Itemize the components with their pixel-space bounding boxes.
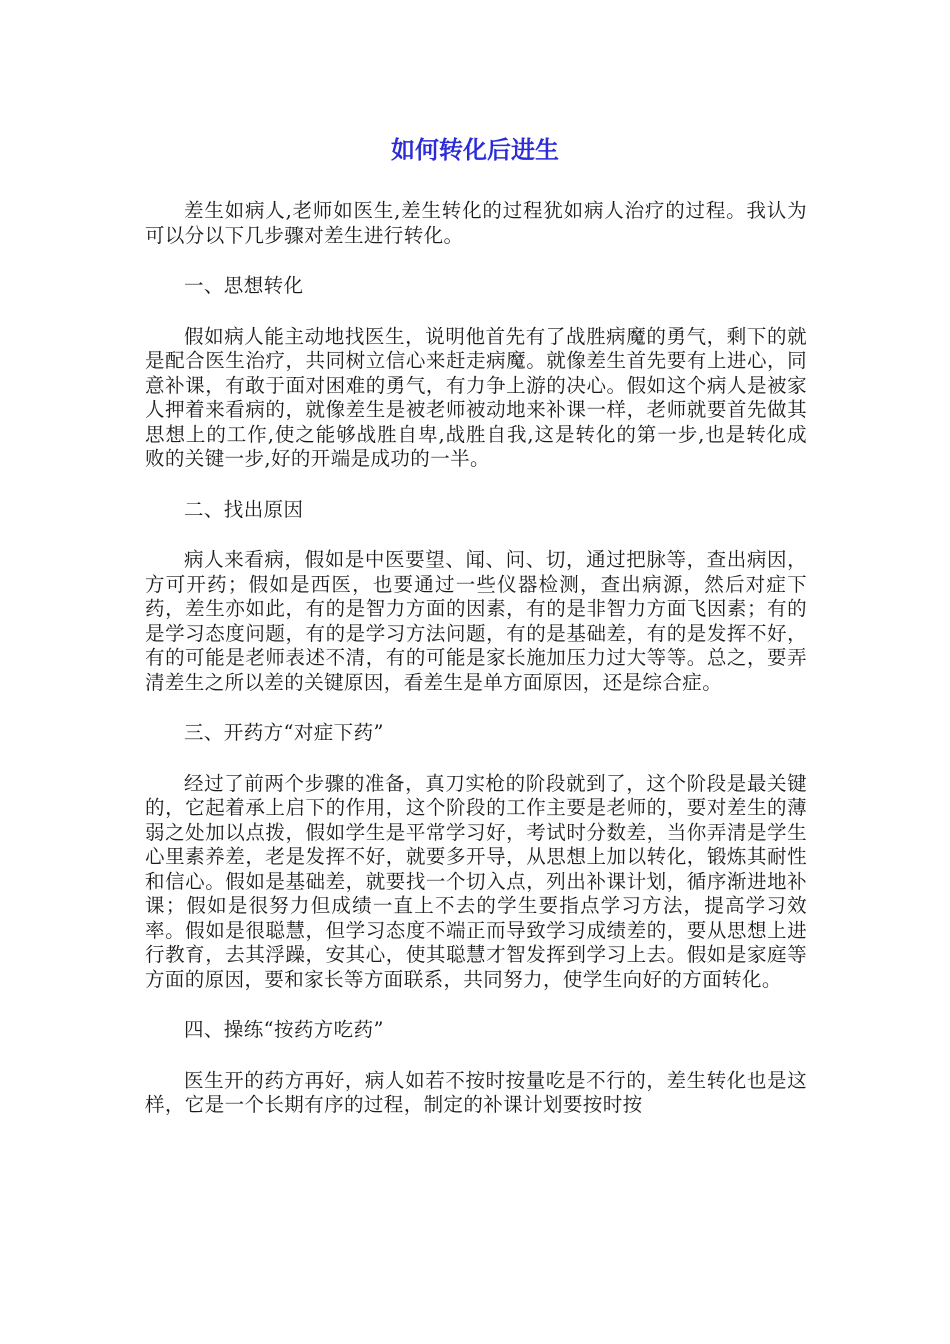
- document-title: 如何转化后进生: [391, 136, 559, 164]
- section-heading-3: 三、开药方“对症下药”: [184, 721, 384, 744]
- section-heading-4: 四、操练“按药方吃药”: [184, 1018, 384, 1041]
- section-paragraph-3: 经过了前两个步骤的准备，真刀实枪的阶段就到了，这个阶段是最关键的，它起着承上启下的作用，这个阶段的工作主要是老师的，要对差生的薄弱之处加以点拨，假如学生是平常学习好，考试时分数差，当你弄清是学生心里素养差，老是发挥不好，就要多开导，从思想上加以转化，锻炼其耐性和信心。假如是基础差，就要找一个切入点，列出补课计划，循序渐进地补课；假如是很努力但成绩一直上不去的学生要指点学习方法，提高学习效率。假如是很聪慧，但学习态度不端正而导致学习成绩差的，要从思想上进行教育，去其浮躁，安其心，使其聪慧才智发挥到学习上去。假如是家庭等方面的原因，要和家长等方面联系，共同努力，使学生向好的方面转化。: [145, 771, 807, 991]
- section-paragraph-2: 病人来看病，假如是中医要望、闻、问、切，通过把脉等，查出病因，方可开药；假如是西医，也要通过一些仪器检测，查出病源，然后对症下药，差生亦如此，有的是智力方面的因素，有的是非智力方面飞因素；有的是学习态度问题，有的是学习方法问题，有的是基础差，有的是发挥不好，有的可能是老师表述不清，有的可能是家长施加压力过大等等。总之，要弄清差生之所以差的关键原因，看差生是单方面原因，还是综合症。: [145, 548, 807, 694]
- section-heading-2: 二、找出原因: [184, 497, 304, 521]
- section-paragraph-1: 假如病人能主动地找医生，说明他首先有了战胜病魔的勇气，剩下的就是配合医生治疗，共同树立信心来赶走病魔。就像差生首先要有上进心，同意补课，有敢于面对困难的勇气，有力争上游的决心。假如这个病人是被家人押着来看病的，就像差生是被老师被动地来补课一样，老师就要首先做其思想上的工作,使之能够战胜自卑,战胜自我,这是转化的第一步,也是转化成败的关键一步,好的开端是成功的一半。: [145, 324, 807, 470]
- section-paragraph-4: 医生开的药方再好，病人如若不按时按量吃是不行的，差生转化也是这样，它是一个长期有序的过程，制定的补课计划要按时按: [145, 1068, 807, 1116]
- document-body: [145, 199, 807, 1144]
- section-heading-1: 一、思想转化: [184, 274, 304, 297]
- intro-paragraph: 差生如病人,老师如医生,差生转化的过程犹如病人治疗的过程。我认为可以分以下几步骤对差生进行转化。: [145, 199, 807, 247]
